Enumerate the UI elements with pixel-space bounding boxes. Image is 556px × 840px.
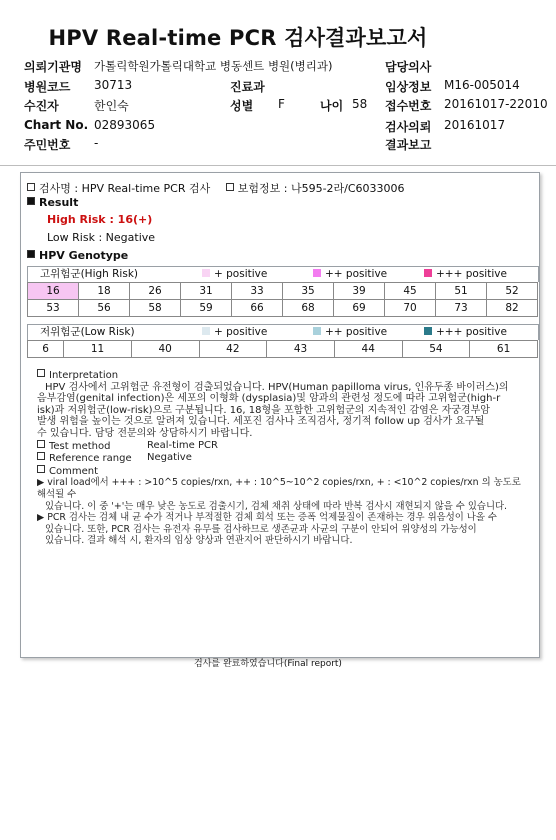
type-cell: 16 bbox=[28, 283, 79, 300]
interpretation-heading: Interpretation bbox=[49, 370, 119, 381]
sex-value: F bbox=[278, 97, 285, 111]
type-cell: 39 bbox=[334, 283, 385, 300]
low-risk-legend bbox=[27, 324, 539, 340]
doctor-label: 담당의사 bbox=[385, 60, 432, 74]
high-risk-row-1 bbox=[28, 283, 538, 300]
type-cell: 52 bbox=[487, 283, 538, 300]
comment-line: ▶ PCR 검사는 검체 내 균 수가 적거나 부적절한 검체 희석 또는 증폭 억제물질이 존재하는 경우 위음성이 나올 수 bbox=[37, 512, 497, 524]
checkbox-icon bbox=[37, 452, 45, 460]
legend-low-plus1: + positive bbox=[202, 325, 267, 340]
high-risk-result: High Risk : 16(+) bbox=[47, 213, 153, 226]
legend-plus2: ++ positive bbox=[313, 267, 387, 282]
type-cell: 31 bbox=[181, 283, 232, 300]
header-divider bbox=[0, 165, 556, 166]
legend-plus3: +++ positive bbox=[424, 267, 507, 282]
chart-no-label: Chart No. bbox=[24, 118, 89, 132]
examinee-label: 수진자 bbox=[24, 99, 59, 113]
type-cell: 11 bbox=[64, 341, 132, 358]
clinical-info-value: M16-005014 bbox=[444, 78, 520, 92]
type-cell: 40 bbox=[131, 341, 199, 358]
type-cell: 56 bbox=[79, 300, 130, 317]
interpretation-line: isk)과 저위험군(low-risk)으로 구분됩니다. 16, 18형을 포함한 고위험군의 지속적인 감염은 자궁경부암 bbox=[37, 404, 490, 416]
bullet-icon bbox=[27, 250, 35, 258]
age-label: 나이 bbox=[320, 99, 344, 113]
swatch-icon bbox=[424, 327, 432, 335]
type-cell: 69 bbox=[334, 300, 385, 317]
swatch-icon bbox=[313, 327, 321, 335]
low-risk-table bbox=[27, 340, 538, 358]
type-cell: 35 bbox=[283, 283, 334, 300]
resident-no-value: - bbox=[94, 136, 99, 150]
test-method-line bbox=[37, 440, 529, 453]
comment-line: ▶ viral load에서 +++ : >10^5 copies/rxn, ++ : 10^5~10^2 copies/rxn, + : <10^2 copies/rxn 의 농도로 해석될 수 bbox=[37, 477, 521, 500]
request-value: 20161017 bbox=[444, 118, 506, 132]
chart-no-value: 02893065 bbox=[94, 118, 156, 132]
bullet-icon bbox=[27, 197, 35, 205]
sex-label: 성별 bbox=[230, 99, 254, 113]
type-cell: 66 bbox=[232, 300, 283, 317]
comment-heading: Comment bbox=[49, 465, 98, 477]
type-cell: 44 bbox=[334, 341, 402, 358]
institution-value: 가톨릭학원가톨릭대학교 병동센트 병원(병리과) bbox=[94, 59, 333, 73]
type-cell: 51 bbox=[436, 283, 487, 300]
test-method-label: Test method bbox=[49, 440, 111, 452]
type-cell: 26 bbox=[130, 283, 181, 300]
comment-line: 있습니다. 결과 해석 시, 환자의 임상 양상과 연관지어 판단하시기 바랍니다. bbox=[45, 535, 353, 547]
department-label: 진료과 bbox=[230, 80, 265, 94]
genotype-heading-line bbox=[27, 249, 128, 262]
legend-low-plus3: +++ positive bbox=[424, 325, 507, 340]
high-risk-table bbox=[27, 282, 538, 317]
request-label: 검사의뢰 bbox=[385, 120, 432, 134]
examinee-value: 한인숙 bbox=[94, 99, 129, 113]
type-cell: 59 bbox=[181, 300, 232, 317]
swatch-icon bbox=[313, 269, 321, 277]
type-cell: 53 bbox=[28, 300, 79, 317]
legend-low-plus2: ++ positive bbox=[313, 325, 387, 340]
checkbox-icon bbox=[37, 369, 45, 377]
checkbox-icon bbox=[37, 440, 45, 448]
checkbox-icon bbox=[27, 183, 35, 191]
test-name-line bbox=[27, 180, 405, 196]
type-cell: 61 bbox=[470, 341, 538, 358]
legend-plus1: + positive bbox=[202, 267, 267, 282]
swatch-icon bbox=[202, 327, 210, 335]
report-label: 결과보고 bbox=[385, 138, 432, 152]
result-heading: Result bbox=[39, 196, 79, 209]
result-panel bbox=[20, 172, 540, 658]
interpretation-line: 수 있습니다. 담당 전문의와 상담하시기 바랍니다. bbox=[37, 427, 253, 439]
reference-range-line bbox=[37, 452, 529, 465]
comment-heading-line bbox=[37, 465, 529, 478]
type-cell: 42 bbox=[199, 341, 267, 358]
type-cell: 73 bbox=[436, 300, 487, 317]
type-cell: 54 bbox=[402, 341, 470, 358]
interpretation-section bbox=[37, 369, 529, 547]
type-cell: 43 bbox=[267, 341, 335, 358]
checkbox-icon bbox=[37, 465, 45, 473]
high-risk-legend bbox=[27, 266, 539, 282]
comment-line: 있습니다. 이 중 '+'는 매우 낮은 농도로 검출시기, 검체 채취 상태에 따라 반복 검사시 재현되지 않을 수 있습니다. bbox=[45, 500, 508, 512]
genotype-heading: HPV Genotype bbox=[39, 249, 129, 262]
insurance-info: 보험정보 : 나595-2라/C6033006 bbox=[237, 182, 405, 195]
institution-label: 의뢰기관명 bbox=[24, 60, 82, 74]
low-risk-result: Low Risk : Negative bbox=[47, 231, 156, 244]
interpretation-line: HPV 검사에서 고위험군 유전형이 검출되었습니다. HPV(Human papilloma virus, 인유두종 바이러스)의 bbox=[45, 381, 509, 393]
test-name: 검사명 : HPV Real-time PCR 검사 bbox=[39, 182, 211, 195]
type-cell: 70 bbox=[385, 300, 436, 317]
clinical-info-label: 임상정보 bbox=[385, 80, 432, 94]
test-method-value: Real-time PCR bbox=[147, 439, 218, 451]
interpretation-line: 음부감염(genital infection)은 세포의 이형화 (dysplasia)및 암과의 관련성 정도에 따라 고위험군(high-r bbox=[37, 393, 501, 405]
age-value: 58 bbox=[352, 97, 368, 111]
high-risk-row-2 bbox=[28, 300, 538, 317]
type-cell: 33 bbox=[232, 283, 283, 300]
type-cell: 18 bbox=[79, 283, 130, 300]
type-cell: 82 bbox=[487, 300, 538, 317]
type-cell: 58 bbox=[130, 300, 181, 317]
swatch-icon bbox=[202, 269, 210, 277]
receipt-no-value: 20161017-22010 bbox=[444, 97, 548, 111]
type-cell: 68 bbox=[283, 300, 334, 317]
low-risk-row bbox=[28, 341, 538, 358]
swatch-icon bbox=[424, 269, 432, 277]
type-cell: 6 bbox=[28, 341, 64, 358]
report-title: HPV Real-time PCR 검사결과보고서 bbox=[48, 26, 428, 50]
reference-range-label: Reference range bbox=[49, 453, 132, 465]
hospital-code-value: 30713 bbox=[94, 78, 133, 92]
interpretation-line: 발생 위험을 높이는 것으로 알려져 있습니다. 세포진 검사나 조직검사, 정기적 follow up 검사가 요구될 bbox=[37, 416, 485, 428]
low-risk-label: 저위험군(Low Risk) bbox=[40, 326, 135, 338]
high-risk-label: 고위험군(High Risk) bbox=[40, 268, 138, 280]
type-cell: 45 bbox=[385, 283, 436, 300]
hospital-code-label: 병원코드 bbox=[24, 80, 71, 94]
receipt-no-label: 접수번호 bbox=[385, 99, 432, 113]
reference-range-value: Negative bbox=[147, 452, 192, 464]
checkbox-icon bbox=[226, 183, 234, 191]
result-heading-line bbox=[27, 196, 78, 209]
resident-no-label: 주민번호 bbox=[24, 138, 71, 152]
interpretation-heading-line bbox=[37, 369, 529, 382]
comment-line: 있습니다. 또한, PCR 검사는 유전자 유무를 검사하므로 생존균과 사균의 구분이 안되어 위양성의 가능성이 bbox=[45, 523, 477, 535]
final-report-note: 검사를 완료하였습니다(Final report) bbox=[194, 659, 342, 669]
